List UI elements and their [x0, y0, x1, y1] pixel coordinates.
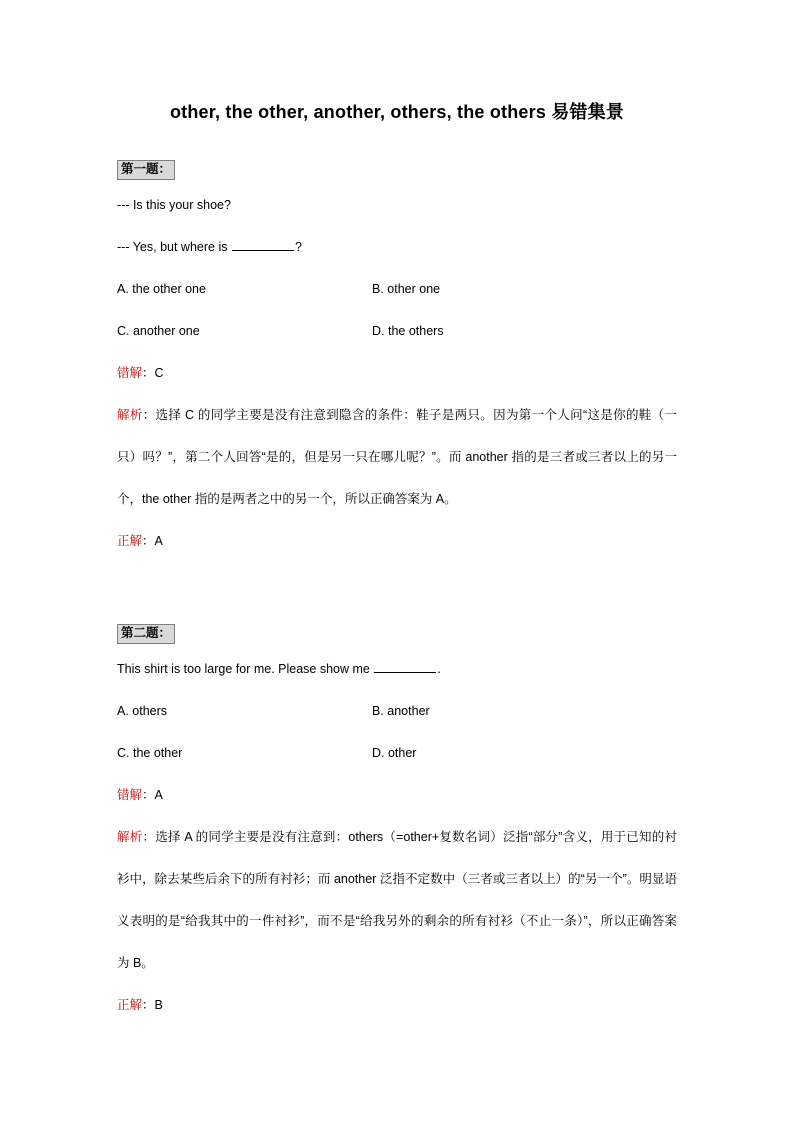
wrong-answer-label-2: 错解: [117, 788, 143, 803]
option-row: [117, 690, 677, 732]
wrong-answer-sep-2: ：: [142, 788, 155, 803]
option-a-2[interactable]: A. others: [117, 704, 168, 719]
explanation-text-1: 选择 C 的同学主要是没有注意到隐含的条件：鞋子是两只。因为第一个人问“这是你的鞋（一只）吗？”，第二个人回答“是的，但是另一只在哪儿呢？”。而 another 指的是三者或三者以上的另一个，the other 指的是两者之中的另一个，所以正确答案为 A。: [117, 408, 677, 507]
correct-answer-label-1: 正解: [117, 534, 143, 549]
option-d-2[interactable]: D. other: [372, 746, 417, 761]
stem-text-2-before: This shirt is too large for me. Please show me: [117, 662, 374, 677]
question-stem-line-1a: [117, 184, 677, 226]
correct-answer-value-1: A: [154, 534, 163, 549]
stem-text-1a: --- Is this your shoe?: [117, 198, 231, 213]
question-block-1: [117, 160, 677, 562]
option-c-1[interactable]: C. another one: [117, 324, 200, 339]
wrong-answer-value-1: C: [154, 366, 164, 381]
answer-blank-1: [232, 239, 294, 251]
wrong-answer-line-2: [117, 774, 677, 816]
stem-text-1b-after: ?: [294, 240, 302, 255]
explanation-label-1: 解析: [117, 408, 143, 423]
wrong-answer-sep-1: ：: [142, 366, 155, 381]
option-c-2[interactable]: C. the other: [117, 746, 183, 761]
option-b-2[interactable]: B. another: [372, 704, 430, 719]
option-row: [117, 310, 677, 352]
answer-blank-2: [374, 661, 436, 673]
question-stem-line-1b: [117, 226, 677, 268]
options-list-2: [117, 690, 677, 774]
option-d-1[interactable]: D. the others: [372, 324, 444, 339]
wrong-answer-label-1: 错解: [117, 366, 143, 381]
question-stem-line-2: [117, 648, 677, 690]
option-row: [117, 732, 677, 774]
option-a-1[interactable]: A. the other one: [117, 282, 206, 297]
explanation-paragraph-1: [117, 394, 677, 520]
question-tag-1: 第一题：: [117, 160, 175, 180]
correct-answer-line-2: [117, 984, 677, 1026]
correct-answer-sep-1: ：: [142, 534, 155, 549]
question-tag-2: 第二题：: [117, 624, 175, 644]
explanation-paragraph-2: [117, 816, 677, 984]
question-tag-wrapper-2: [117, 624, 677, 644]
stem-text-1b-before: --- Yes, but where is: [117, 240, 231, 255]
wrong-answer-value-2: A: [154, 788, 163, 803]
correct-answer-label-2: 正解: [117, 998, 143, 1013]
question-tag-wrapper-1: [117, 160, 677, 180]
options-list-1: [117, 268, 677, 352]
explanation-sep-1: ：: [142, 408, 156, 423]
wrong-answer-line-1: [117, 352, 677, 394]
page-title: other, the other, another, others, the others 易错集景: [169, 102, 625, 122]
explanation-text-2: 选择 A 的同学主要是没有注意到：others（=other+复数名词）泛指“部分”含义，用于已知的衬衫中，除去某些后余下的所有衬衫；而 another 泛指不定数中（三者或三者以上）的“另一个”。明显语义表明的是“给我其中的一件衬衫”，而不是“给我另外的剩余的所有衬衫（不止一条）”，所以正确答案为 B。: [117, 830, 677, 971]
option-row: [117, 268, 677, 310]
question-block-2: [117, 624, 677, 1026]
explanation-sep-2: ：: [142, 830, 156, 845]
correct-answer-sep-2: ：: [142, 998, 155, 1013]
explanation-label-2: 解析: [117, 830, 143, 845]
option-b-1[interactable]: B. other one: [372, 282, 441, 297]
correct-answer-value-2: B: [154, 998, 163, 1013]
stem-text-2-after: .: [437, 662, 441, 677]
correct-answer-line-1: [117, 520, 677, 562]
